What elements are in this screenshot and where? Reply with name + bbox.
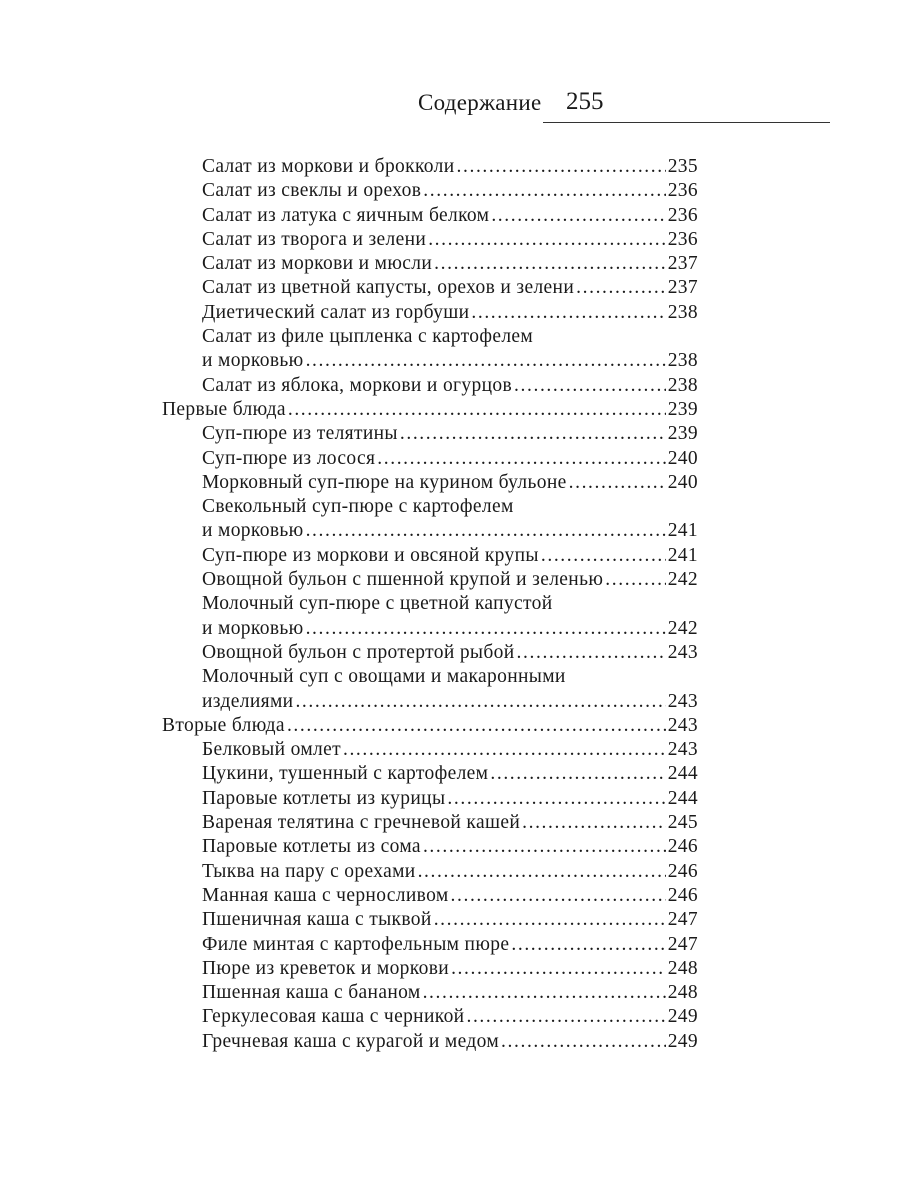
toc-entry-page: 238 bbox=[667, 374, 698, 396]
toc-entry bbox=[162, 179, 698, 203]
toc-entry-title: Пюре из креветок и моркови bbox=[202, 957, 450, 979]
toc-entry-page: 242 bbox=[667, 617, 698, 639]
toc-entry-row bbox=[202, 204, 698, 228]
toc-entry-title: Салат из цветной капусты, орехов и зелени bbox=[202, 277, 575, 299]
toc-entry-row bbox=[202, 860, 698, 884]
toc-entry bbox=[162, 155, 698, 179]
toc-entry bbox=[162, 471, 698, 495]
toc-entry-row bbox=[202, 933, 698, 957]
dot-leader bbox=[343, 738, 666, 762]
toc-entry-page: 247 bbox=[667, 909, 698, 931]
toc-entry-page: 241 bbox=[667, 544, 698, 566]
dot-leader bbox=[471, 301, 665, 325]
toc-entry-row bbox=[202, 228, 698, 252]
toc-entry-row bbox=[202, 155, 698, 179]
toc-entry-title: Салат из моркови и мюсли bbox=[202, 253, 433, 275]
toc-entry-title: Белковый омлет bbox=[202, 739, 341, 761]
dot-leader bbox=[490, 762, 665, 786]
toc-entry-page: 249 bbox=[667, 1006, 698, 1028]
toc-entry-row bbox=[162, 714, 698, 738]
dot-leader bbox=[451, 884, 666, 908]
toc-entry-row bbox=[202, 471, 698, 495]
toc-entry-title: Салат из латука с яичным белком bbox=[202, 204, 490, 226]
toc-entry-title: Тыква на пару с орехами bbox=[202, 860, 416, 882]
dot-leader bbox=[428, 228, 666, 252]
toc-entry bbox=[162, 422, 698, 446]
toc-entry-title-line: Свекольный суп-пюре с картофелем bbox=[202, 496, 514, 518]
toc-entry-page: 243 bbox=[667, 641, 698, 663]
toc-entry-title: Пшеничная каша с тыквой bbox=[202, 909, 432, 931]
toc-entry-page: 245 bbox=[667, 812, 698, 834]
dot-leader bbox=[451, 957, 666, 981]
toc-entry-page: 243 bbox=[667, 739, 698, 761]
toc-entry bbox=[162, 204, 698, 228]
dot-leader bbox=[423, 835, 666, 859]
toc-entry bbox=[162, 325, 698, 374]
page-number: 255 bbox=[566, 88, 604, 115]
toc-entry-title: Овощной бульон с протертой рыбой bbox=[202, 641, 515, 663]
toc-entry-title: Пшенная каша с бананом bbox=[202, 982, 421, 1004]
toc-entry-title: Салат из яблока, моркови и огурцов bbox=[202, 374, 513, 396]
toc-entry-row bbox=[202, 835, 698, 859]
toc-entry bbox=[162, 933, 698, 957]
toc-entry bbox=[162, 860, 698, 884]
dot-leader bbox=[423, 179, 665, 203]
toc-entry-page: 240 bbox=[667, 471, 698, 493]
toc-entry-page: 238 bbox=[667, 301, 698, 323]
toc-entry bbox=[162, 228, 698, 252]
toc-entry-page: 241 bbox=[667, 520, 698, 542]
dot-leader bbox=[423, 981, 666, 1005]
running-header bbox=[0, 88, 900, 128]
toc-entry-row bbox=[202, 276, 698, 300]
dot-leader bbox=[514, 374, 666, 398]
toc-entry-row bbox=[202, 301, 698, 325]
toc-entry-page: 237 bbox=[667, 277, 698, 299]
toc-entry bbox=[162, 738, 698, 762]
toc-entry-title-line: Молочный суп с овощами и макаронными bbox=[202, 666, 566, 688]
toc-entry-title: и морковью bbox=[202, 617, 304, 639]
toc-entry-row bbox=[202, 981, 698, 1005]
toc-entry-page: 239 bbox=[667, 423, 698, 445]
toc-entry-row bbox=[202, 908, 698, 932]
dot-leader bbox=[576, 276, 666, 300]
toc-entry-row bbox=[162, 398, 698, 422]
dot-leader bbox=[306, 617, 666, 641]
toc-entry-title-line: Салат из филе цыпленка с картофелем bbox=[202, 326, 534, 348]
toc-entry-row bbox=[202, 641, 698, 665]
toc-entry bbox=[162, 908, 698, 932]
toc-entry bbox=[162, 447, 698, 471]
dot-leader bbox=[466, 1005, 665, 1029]
toc-entry bbox=[162, 787, 698, 811]
dot-leader bbox=[605, 568, 665, 592]
toc-section-entry bbox=[162, 398, 698, 422]
toc-entry bbox=[162, 276, 698, 300]
toc-entry-row bbox=[202, 762, 698, 786]
toc-entry-row bbox=[202, 179, 698, 203]
toc-entry-title: Вторые блюда bbox=[162, 714, 285, 736]
toc-entry-title: Цукини, тушенный с картофелем bbox=[202, 763, 489, 785]
dot-leader bbox=[447, 787, 665, 811]
toc-entry-page: 243 bbox=[667, 690, 698, 712]
dot-leader bbox=[434, 908, 666, 932]
toc-entry-title: Гречневая каша с курагой и медом bbox=[202, 1030, 500, 1052]
dot-leader bbox=[288, 398, 666, 422]
toc-entry-row bbox=[202, 957, 698, 981]
toc-entry-title: Овощной бульон с пшенной крупой и зеленью bbox=[202, 569, 604, 591]
toc-entry-title: Салат из творога и зелени bbox=[202, 228, 427, 250]
toc-entry-title: и морковью bbox=[202, 520, 304, 542]
toc-entry-title: Паровые котлеты из сома bbox=[202, 836, 421, 858]
dot-leader bbox=[306, 519, 666, 543]
toc-entry bbox=[162, 1030, 698, 1054]
toc-entry bbox=[162, 495, 698, 544]
toc-section-entry bbox=[162, 714, 698, 738]
dot-leader bbox=[295, 690, 665, 714]
toc-entry-page: 236 bbox=[667, 228, 698, 250]
toc-entry-title: Вареная телятина с гречневой кашей bbox=[202, 812, 521, 834]
toc-entry-page: 240 bbox=[667, 447, 698, 469]
toc-entry-title: изделиями bbox=[202, 690, 294, 712]
toc-entry-page: 238 bbox=[667, 350, 698, 372]
toc-entry-title: Салат из моркови и брокколи bbox=[202, 156, 455, 177]
toc-entry bbox=[162, 374, 698, 398]
toc-entry-page: 244 bbox=[667, 787, 698, 809]
dot-leader bbox=[418, 860, 666, 884]
dot-leader bbox=[377, 447, 665, 471]
toc-entry bbox=[162, 544, 698, 568]
toc-entry-page: 246 bbox=[667, 836, 698, 858]
toc-entry-title: Морковный суп-пюре на курином бульоне bbox=[202, 471, 567, 493]
toc-entry-page: 248 bbox=[667, 982, 698, 1004]
toc-entry bbox=[162, 981, 698, 1005]
toc-entry bbox=[162, 811, 698, 835]
dot-leader bbox=[569, 471, 666, 495]
table-of-contents bbox=[162, 155, 698, 1054]
toc-entry-row bbox=[202, 544, 698, 568]
toc-entry-page: 236 bbox=[667, 204, 698, 226]
dot-leader bbox=[434, 252, 666, 276]
toc-entry-title: Диетический салат из горбуши bbox=[202, 301, 470, 323]
dot-leader bbox=[306, 349, 666, 373]
toc-entry-row bbox=[202, 811, 698, 835]
toc-entry-title: Паровые котлеты из курицы bbox=[202, 787, 446, 809]
toc-entry-row bbox=[202, 519, 698, 543]
toc-entry bbox=[162, 762, 698, 786]
toc-entry-title: Суп-пюре из лосося bbox=[202, 447, 376, 469]
toc-entry-row bbox=[202, 422, 698, 446]
toc-entry-page: 242 bbox=[667, 569, 698, 591]
toc-entry-title: Геркулесовая каша с черникой bbox=[202, 1006, 465, 1028]
toc-entry bbox=[162, 1005, 698, 1029]
toc-entry-page: 236 bbox=[667, 180, 698, 202]
toc-entry-row bbox=[202, 787, 698, 811]
toc-entry-row bbox=[202, 884, 698, 908]
toc-entry bbox=[162, 835, 698, 859]
dot-leader bbox=[511, 933, 665, 957]
toc-entry-row bbox=[202, 1030, 698, 1054]
toc-entry-row bbox=[202, 1005, 698, 1029]
dot-leader bbox=[501, 1030, 666, 1054]
toc-entry-title: Манная каша с черносливом bbox=[202, 884, 449, 906]
running-header-title: Содержание bbox=[418, 90, 542, 115]
toc-entry-title: Салат из свеклы и орехов bbox=[202, 180, 422, 202]
dot-leader bbox=[541, 544, 666, 568]
toc-entry-title: Суп-пюре из моркови и овсяной крупы bbox=[202, 544, 539, 566]
toc-entry-title: и морковью bbox=[202, 350, 304, 372]
toc-entry-page: 243 bbox=[667, 714, 698, 736]
toc-entry bbox=[162, 665, 698, 714]
dot-leader bbox=[491, 204, 665, 228]
toc-entry-title: Суп-пюре из телятины bbox=[202, 423, 398, 445]
toc-entry-page: 248 bbox=[667, 957, 698, 979]
dot-leader bbox=[517, 641, 666, 665]
dot-leader bbox=[457, 155, 666, 179]
toc-entry bbox=[162, 957, 698, 981]
toc-entry-page: 244 bbox=[667, 763, 698, 785]
toc-entry-page: 237 bbox=[667, 253, 698, 275]
toc-entry-row bbox=[202, 349, 698, 373]
toc-entry-title: Первые блюда bbox=[162, 398, 286, 420]
toc-entry-row bbox=[202, 447, 698, 471]
dot-leader bbox=[522, 811, 666, 835]
toc-entry bbox=[162, 301, 698, 325]
toc-entry bbox=[162, 641, 698, 665]
toc-entry bbox=[162, 592, 698, 641]
toc-entry-title: Филе минтая с картофельным пюре bbox=[202, 933, 510, 955]
toc-entry-page: 247 bbox=[667, 933, 698, 955]
header-rule bbox=[543, 122, 830, 123]
toc-entry bbox=[162, 884, 698, 908]
toc-entry bbox=[162, 252, 698, 276]
toc-entry-page: 249 bbox=[667, 1030, 698, 1052]
dot-leader bbox=[287, 714, 666, 738]
toc-entry-row bbox=[202, 568, 698, 592]
toc-entry-row bbox=[202, 252, 698, 276]
toc-entry bbox=[162, 568, 698, 592]
toc-entry-row bbox=[202, 374, 698, 398]
dot-leader bbox=[400, 422, 666, 446]
toc-entry-row bbox=[202, 617, 698, 641]
toc-entry-page: 246 bbox=[667, 860, 698, 882]
toc-entry-title-line: Молочный суп-пюре с цветной капустой bbox=[202, 593, 553, 615]
toc-entry-row bbox=[202, 690, 698, 714]
toc-entry-page: 239 bbox=[667, 398, 698, 420]
toc-entry-row bbox=[202, 738, 698, 762]
toc-entry-page: 235 bbox=[667, 156, 698, 177]
toc-entry-page: 246 bbox=[667, 884, 698, 906]
